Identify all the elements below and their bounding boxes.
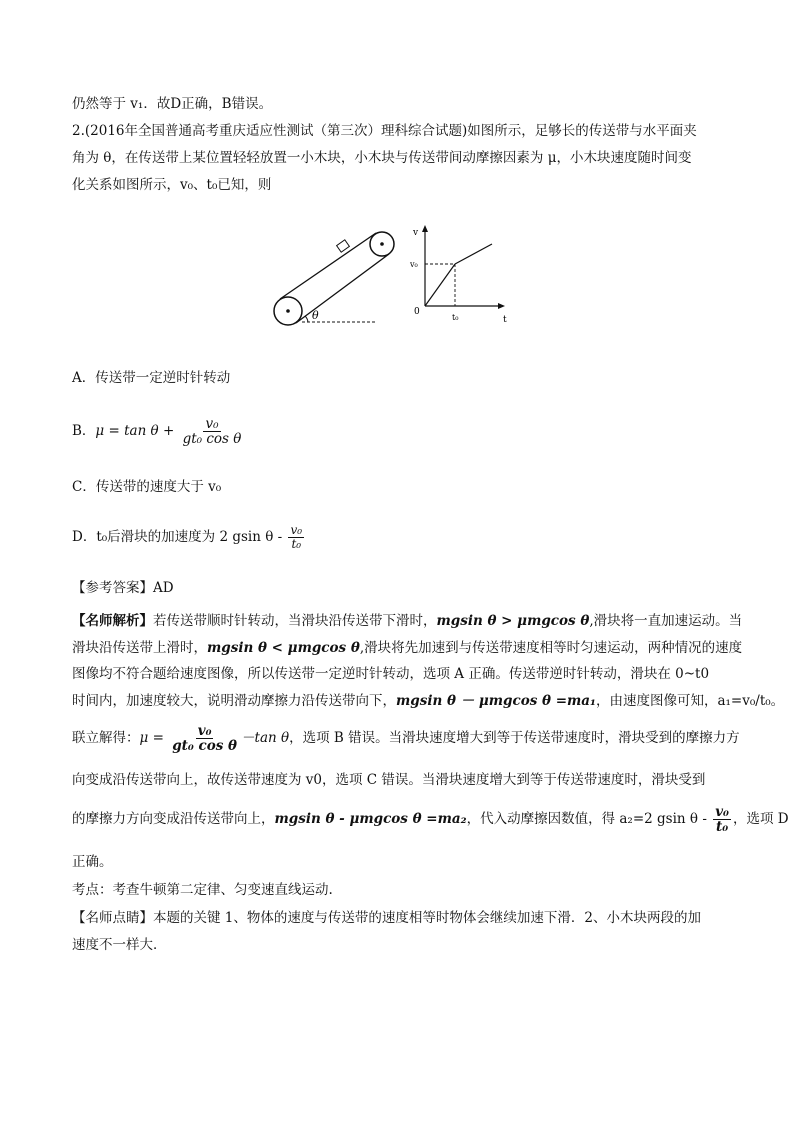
conveyor-belt-diagram bbox=[274, 232, 394, 325]
option-d: D．t₀后滑块的加速度为 2 gsin θ - $\frac{\text{v₀}}{\text{t₀}}$ bbox=[72, 523, 303, 551]
analysis-line-6: 向变成沿传送带向上，故传送带速度为 v0，选项 C 错误。当滑块速度增大到等于传送带速度时，滑块受到 bbox=[72, 772, 706, 788]
wood-block bbox=[337, 240, 350, 252]
v0-label: v₀ bbox=[410, 260, 418, 269]
segment-1 bbox=[425, 264, 455, 306]
option-c: C．传送带的速度大于 v₀ bbox=[72, 479, 222, 495]
analysis-line-7: 的摩擦力方向变成沿传送带向上，mgsin θ - μmgcos θ =ma₂，代入动摩擦因数值，得 a₂=2 gsin θ - $\frac{\text{v₀}}{\text{t₀}}$ ，选项 D bbox=[72, 803, 789, 835]
v-label: v bbox=[413, 228, 419, 238]
intro-text: 仍然等于 v₁．故D正确，B错误。 bbox=[72, 96, 273, 112]
exam-point: 考点：考查牛顿第二定律、匀变速直线运动. bbox=[72, 882, 333, 898]
analysis-line-2: 滑块沿传送带上滑时，mgsin θ < μmgcos θ,滑块将先加速到与传送带速度相等时匀速运动，两种情况的速度 bbox=[72, 640, 743, 656]
analysis-line-8: 正确。 bbox=[72, 854, 113, 870]
theta-label: θ bbox=[312, 309, 319, 322]
t-label: t bbox=[503, 315, 507, 325]
question-line-2: 角为 θ，在传送带上某位置轻轻放置一小木块，小木块与传送带间动摩擦因素为 μ，小木块速度随时间变 bbox=[72, 150, 692, 166]
option-a: A．传送带一定逆时针转动 bbox=[72, 370, 231, 386]
origin-label: 0 bbox=[414, 307, 420, 317]
option-b: B．μ = tan θ + $\frac{\text{v₀}}{\text{gt₀ cos θ}}$ bbox=[72, 415, 242, 447]
question-line-3: 化关系如图所示，v₀、t₀已知，则 bbox=[72, 177, 272, 193]
analysis-line-5: 联立解得：μ = $\frac{\text{v₀}}{\text{gt₀ cos θ}}$ －tan θ，选项 B 错误。当滑块速度增大到等于传送带速度时，滑块受到的摩擦力方 bbox=[72, 722, 740, 754]
teacher-remark-line-1: 【名师点睛】本题的关键 1、物体的速度与传送带的速度相等时物体会继续加速下滑．2、小木块两段的加 bbox=[72, 910, 701, 926]
t0-label: t₀ bbox=[452, 313, 459, 322]
question-figure bbox=[272, 222, 532, 332]
segment-2 bbox=[455, 244, 492, 264]
analysis-line-3: 图像均不符合题给速度图像，所以传送带一定逆时针转动，选项 A 正确。传送带逆时针转动，滑块在 0~t0 bbox=[72, 666, 710, 682]
analysis-line-4: 时间内，加速度较大，说明滑动摩擦力沿传送带向下，mgsin θ － μmgcos θ =ma₁，由速度图像可知，a₁=v₀/t₀。 bbox=[72, 693, 785, 709]
reference-answer: 【参考答案】AD bbox=[72, 580, 174, 596]
velocity-time-graph bbox=[409, 225, 507, 325]
question-line-1: 2.(2016年全国普通高考重庆适应性测试（第三次）理科综合试题)如图所示，足够长的传送带与水平面夹 bbox=[72, 123, 697, 139]
analysis-line-1: 【名师解析】若传送带顺时针转动，当滑块沿传送带下滑时，mgsin θ > μmgcos θ,滑块将一直加速运动。当 bbox=[72, 613, 743, 629]
teacher-remark-line-2: 速度不一样大． bbox=[72, 937, 167, 953]
